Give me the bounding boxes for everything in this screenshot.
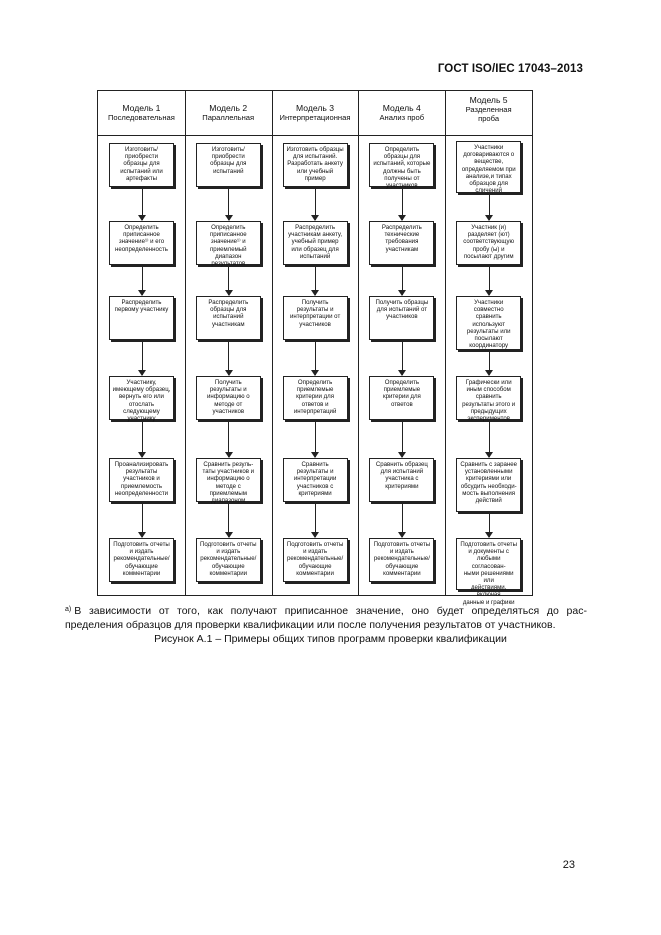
flowchart-step-box: Участник (и) разделяет (ют) соответствующую пробу (ы) и посылают другим [456,221,521,265]
model-name: Интерпретационная [279,113,351,122]
flowchart-step-box: Участники договариваются о веществе, определяемом при анализе,и типах образцов для сличений [456,141,521,193]
flowchart-step-box: Определить образцы для испытаний, которые должны быть получены от участников [369,143,434,187]
flow-arrow [315,267,316,295]
flow-arrow [228,189,229,220]
flowchart-step-box: Определить приемлемые критерии для ответов [369,376,434,420]
flow-arrow [228,422,229,457]
flow-arrow [315,342,316,375]
model-header [98,91,185,135]
flowchart-step-box: Участнику, имеющему образец, вернуть его или отослать следующему участнику [109,376,174,420]
flowchart-figure [97,90,533,606]
flowchart-step-box: Подготовить отчеты и издать рекомендательные/ обучающие комментарии [196,538,261,582]
flow-arrow [228,267,229,295]
figure-caption: Рисунок А.1 – Примеры общих типов программ проверки квалификации [154,633,507,645]
flow-arrow [228,504,229,537]
model-number: Модель 3 [295,103,334,113]
column-separator [185,91,186,595]
flow-arrow [402,422,403,457]
model-header [185,91,272,135]
flow-arrow [489,352,490,375]
model-name: Последовательная [107,113,175,122]
flowchart-step-box: Сравнить результаты и интерпретации участников с критериями [283,458,348,502]
flow-arrow [402,342,403,375]
flowchart-step-box: Изготовить образцы для испытаний. Разработать анкету или учебный пример [283,143,348,187]
column-separator [272,91,273,595]
standard-designation: ГОСТ ISO/IEC 17043–2013 [437,63,583,75]
flowchart-step-box: Изготовить/ приобрести образцы для испытаний или артефакты [109,143,174,187]
model-name: Анализ проб [379,113,425,122]
column-separator [358,91,359,595]
flow-arrow [489,422,490,457]
model-number: Модель 4 [382,103,421,113]
flowchart-step-box: Сравнить образец для испытаний участника с критериями [369,458,434,502]
flow-arrow [315,189,316,220]
flowchart-step-box: Подготовить отчеты и издать рекомендательные/ обучающие комментарии [109,538,174,582]
flowchart-step-box: Изготовить/ приобрести образцы для испытаний [196,143,261,187]
flow-arrow [402,189,403,220]
flowchart-step-box: Получить образцы для испытаний от участников [369,296,434,340]
flowchart-step-box: Подготовить отчеты и издать рекомендательные/ обучающие комментарии [369,538,434,582]
flow-arrow [142,189,143,220]
flow-arrow [489,514,490,537]
flowchart-step-box: Получить результаты и интерпретации от участников [283,296,348,340]
flowchart-step-box: Распределить участникам анкету, учебный пример или образец для испытаний [283,221,348,265]
column-separator [445,91,446,595]
page-number: 23 [562,859,575,871]
footnote-text: В зависимости от того, как получают приписанное значение, оно будет определяться до рас-пределения образцов для проверки квалификации или после получения результатов от участников. [65,605,587,631]
model-number: Модель 1 [122,103,161,113]
flow-arrow [142,267,143,295]
flow-arrow [142,342,143,375]
flowchart-step-box: Распределить технические требования участникам [369,221,434,265]
model-number: Модель 2 [209,103,248,113]
flowchart-step-box: Распределить первому участнику [109,296,174,340]
footnote-marker: а) [65,606,72,613]
flowchart-step-box: Сравнить с заранее установленными критериями или обсудить необходи- мость выполнения действий [456,458,521,512]
flowchart-step-box: Подготовить отчеты и документы с любыми согласован- ными решениями или действиями, включая данные и графики [456,538,521,590]
flow-arrow [228,342,229,375]
flowchart-step-box: Определить приемлемые критерии для ответов и интерпретаций [283,376,348,420]
footnote [65,603,587,632]
flow-arrow [489,267,490,295]
flow-arrow [489,195,490,220]
flow-arrow [402,504,403,537]
flowchart-step-box: Определить приписанное значение¹⁾ и приемлемый диапазон результатов [196,221,261,265]
model-header [445,91,532,135]
model-name: Параллельная [202,113,255,122]
flow-arrow [402,267,403,295]
flowchart-step-box: Сравнить резуль- таты участников и информацию о методе с приемлемым диапазоном [196,458,261,502]
flow-arrow [142,422,143,457]
flowchart-step-box: Проанализировать результаты участников и приемлемость неопределенности [109,458,174,502]
flowchart-step-box: Получить результаты и информацию о методе от участников [196,376,261,420]
model-name: Разделенная проба [465,105,512,123]
model-number: Модель 5 [469,95,508,105]
flow-arrow [315,422,316,457]
model-header [272,91,359,135]
model-header [358,91,445,135]
flowchart-step-box: Подготовить отчеты и издать рекомендательные/ обучающие комментарии [283,538,348,582]
flow-arrow [315,504,316,537]
flowchart-step-box: Участники совместно сравнить используют результаты или посылают координатору [456,296,521,350]
flowchart-step-box: Определить приписанное значение¹⁾ и его неопределенность [109,221,174,265]
flowchart-step-box: Графически или иным способом сравнить результаты этого и предыдущих экспериментов [456,376,521,420]
flow-arrow [142,504,143,537]
flowchart-step-box: Распределить образцы для испытаний участникам [196,296,261,340]
